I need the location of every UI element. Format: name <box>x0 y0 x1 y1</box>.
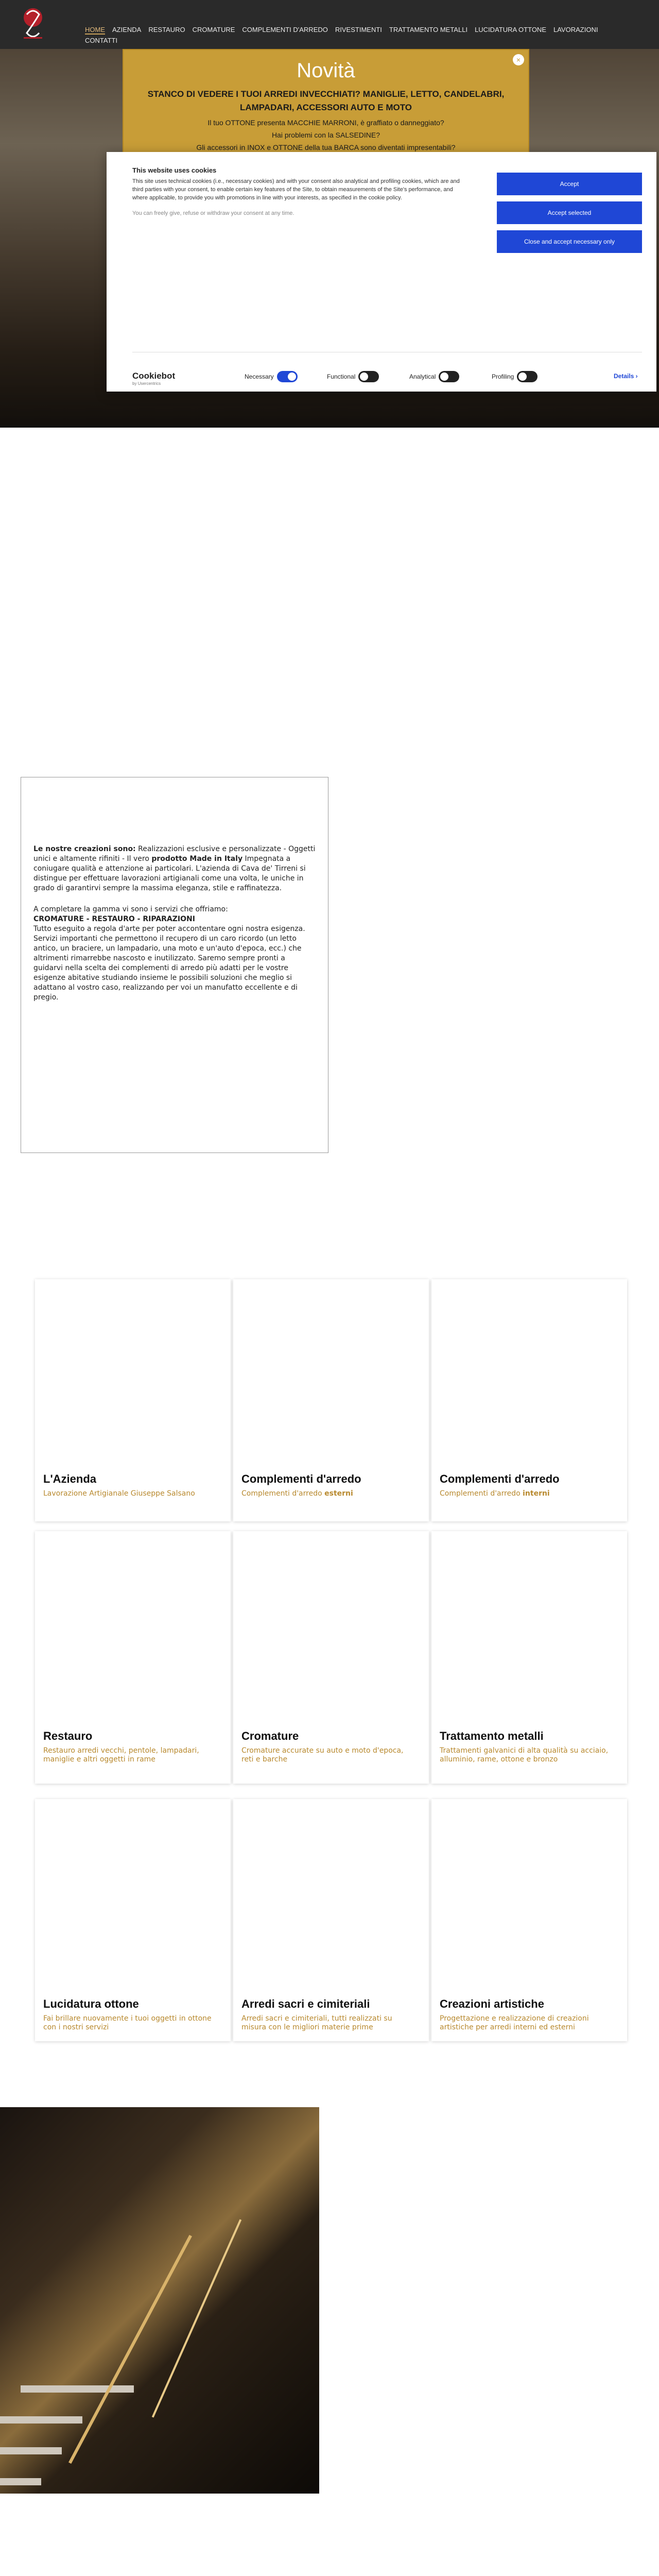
card-image <box>35 1279 231 1465</box>
cookie-banner <box>107 152 656 392</box>
nav-item[interactable]: HOME <box>85 26 105 33</box>
novita-line: Hai problemi con la SALSEDINE? <box>271 131 380 139</box>
cookie-title: This website uses cookies <box>132 166 217 174</box>
toggle-switch[interactable] <box>277 371 298 382</box>
novita-title: Novità <box>297 59 355 82</box>
nav-item[interactable]: CROMATURE <box>192 26 235 33</box>
card-image <box>233 1279 429 1465</box>
service-card[interactable] <box>233 1531 429 1784</box>
intro-box <box>21 777 328 1153</box>
cookiebot-sub: by Usercentrics <box>132 381 161 386</box>
cookiebot-logo: Cookiebot <box>132 371 176 381</box>
toggle-analytical: Analytical <box>409 371 459 382</box>
card-title: Trattamento metalli <box>440 1730 544 1742</box>
toggle-switch[interactable] <box>517 371 537 382</box>
card-image <box>233 1531 429 1722</box>
intro-paragraph: A completare la gamma vi sono i servizi che offriamo: CROMATURE - RESTAURO - RIPARAZIONI Tutto eseguito a regola d'arte per poter accontentare ogni nostra esigenza. Servizi importanti che permettono il recupero di un caro ricordo (un letto antico, un braciere, un lampadario, una moto e un'auto d'epoca, ecc.) che altrimenti rimarrebbe nascosto e inutilizzato. Saremo sempre pronti a guidarvi nella scelta dei complementi di arredo più adatti per le vostre esigenze abitative studiando insieme le possibili soluzioni che meglio si adattano al vostro caso, realizzando per voi un manufatto eccellente e di pregio. <box>33 905 305 1002</box>
card-subtitle: Restauro arredi vecchi, pentole, lampadari, maniglie e altri oggetti in rame <box>43 1747 199 1764</box>
toggle-necessary: Necessary <box>245 371 298 382</box>
service-card[interactable] <box>233 1799 429 2041</box>
card-image <box>431 1531 627 1722</box>
nav-item[interactable]: RIVESTIMENTI <box>335 26 382 33</box>
service-card[interactable] <box>35 1279 231 1521</box>
toggle-profiling: Profiling <box>492 371 537 382</box>
card-image <box>431 1799 627 1990</box>
main-nav <box>85 26 600 44</box>
card-image <box>35 1799 231 1990</box>
card-title: Restauro <box>43 1730 93 1742</box>
service-card[interactable] <box>431 1279 627 1521</box>
card-subtitle: Progettazione e realizzazione di creazioni artistiche per arredi interni ed esterni <box>440 2014 589 2031</box>
service-card[interactable] <box>35 1799 231 2041</box>
details-link[interactable]: Details › <box>614 372 638 380</box>
card-title: Creazioni artistiche <box>440 1997 544 2010</box>
card-subtitle: Complementi d'arredo esterni <box>241 1489 353 1498</box>
toggle-functional: Functional <box>327 371 379 382</box>
company-logo[interactable] <box>20 4 46 44</box>
service-card[interactable] <box>233 1279 429 1521</box>
card-title: Complementi d'arredo <box>241 1472 361 1485</box>
cookie-text: This site uses technical cookies (i.e., necessary cookies) and with your consent also analytical and profiling cookies, which are and third parties with your consent, to enable certain key features of the Site, to obtain measurements of the Site's performance, and where applicable, to provide you with promotions in line with your interests, as specified in the cookie policy. <box>132 178 460 201</box>
card-subtitle: Arredi sacri e cimiteriali, tutti realizzati su misura con le migliori materie prime <box>241 2014 392 2031</box>
toggle-switch[interactable] <box>358 371 379 382</box>
nav-item[interactable]: CONTATTI <box>85 37 118 44</box>
nav-item[interactable]: COMPLEMENTI D'ARREDO <box>242 26 328 33</box>
toggle-switch[interactable] <box>439 371 459 382</box>
cookie-text-2: You can freely give, refuse or withdraw your consent at any time. <box>132 210 294 216</box>
site-header <box>0 0 659 49</box>
card-subtitle: Complementi d'arredo interni <box>440 1489 550 1498</box>
card-subtitle: Lavorazione Artigianale Giuseppe Salsano <box>43 1489 195 1498</box>
accept-button[interactable]: Accept <box>497 173 642 195</box>
novita-line: Il tuo OTTONE presenta MACCHIE MARRONI, è graffiato o danneggiato? <box>207 118 444 127</box>
accept-selected-button[interactable]: Accept selected <box>497 201 642 224</box>
nav-item[interactable]: RESTAURO <box>148 26 185 33</box>
card-title: Complementi d'arredo <box>440 1472 560 1485</box>
card-subtitle: Cromature accurate su auto e moto d'epoca, reti e barche <box>241 1747 404 1764</box>
card-subtitle: Fai brillare nuovamente i tuoi oggetti in ottone con i nostri servizi <box>43 2014 212 2031</box>
accept-necessary-button[interactable]: Close and accept necessary only <box>497 230 642 253</box>
close-icon[interactable]: × <box>513 54 524 65</box>
service-card[interactable] <box>431 1531 627 1784</box>
card-subtitle: Trattamenti galvanici di alta qualità su acciaio, alluminio, rame, ottone e bronzo <box>440 1747 609 1764</box>
novita-line: Gli accessori in INOX e OTTONE della tua BARCA sono diventati impresentabili? <box>196 143 456 151</box>
nav-item[interactable]: LUCIDATURA OTTONE <box>475 26 546 33</box>
nav-item[interactable]: LAVORAZIONI <box>553 26 598 33</box>
staircase-photo <box>0 2107 319 2494</box>
novita-headline: STANCO DI VEDERE I TUOI ARREDI INVECCHIATI? MANIGLIE, LETTO, CANDELABRI, LAMPADARI, ACCESSORI AUTO E MOTO <box>147 89 505 112</box>
card-image <box>35 1531 231 1722</box>
card-image <box>233 1799 429 1990</box>
card-title: Arredi sacri e cimiteriali <box>241 1997 370 2010</box>
card-title: Lucidatura ottone <box>43 1997 139 2010</box>
nav-item[interactable]: TRATTAMENTO METALLI <box>389 26 468 33</box>
nav-item[interactable]: AZIENDA <box>112 26 142 33</box>
card-title: L'Azienda <box>43 1472 97 1485</box>
service-card[interactable] <box>35 1531 231 1784</box>
card-title: Cromature <box>241 1730 299 1742</box>
card-image <box>431 1279 627 1465</box>
service-card[interactable] <box>431 1799 627 2041</box>
intro-paragraph: Le nostre creazioni sono: Realizzazioni esclusive e personalizzate - Oggetti unici e altamente rifiniti - Il vero prodotto Made in Italy Impegnata a coniugare qualità e attenzione ai particolari. L'azienda di Cava de' Tirreni si distingue per effettuare lavorazioni artigianali come una volta, le uniche in grado di garantirvi sempre la massima eleganza, stile e raffinatezza. <box>33 845 316 892</box>
